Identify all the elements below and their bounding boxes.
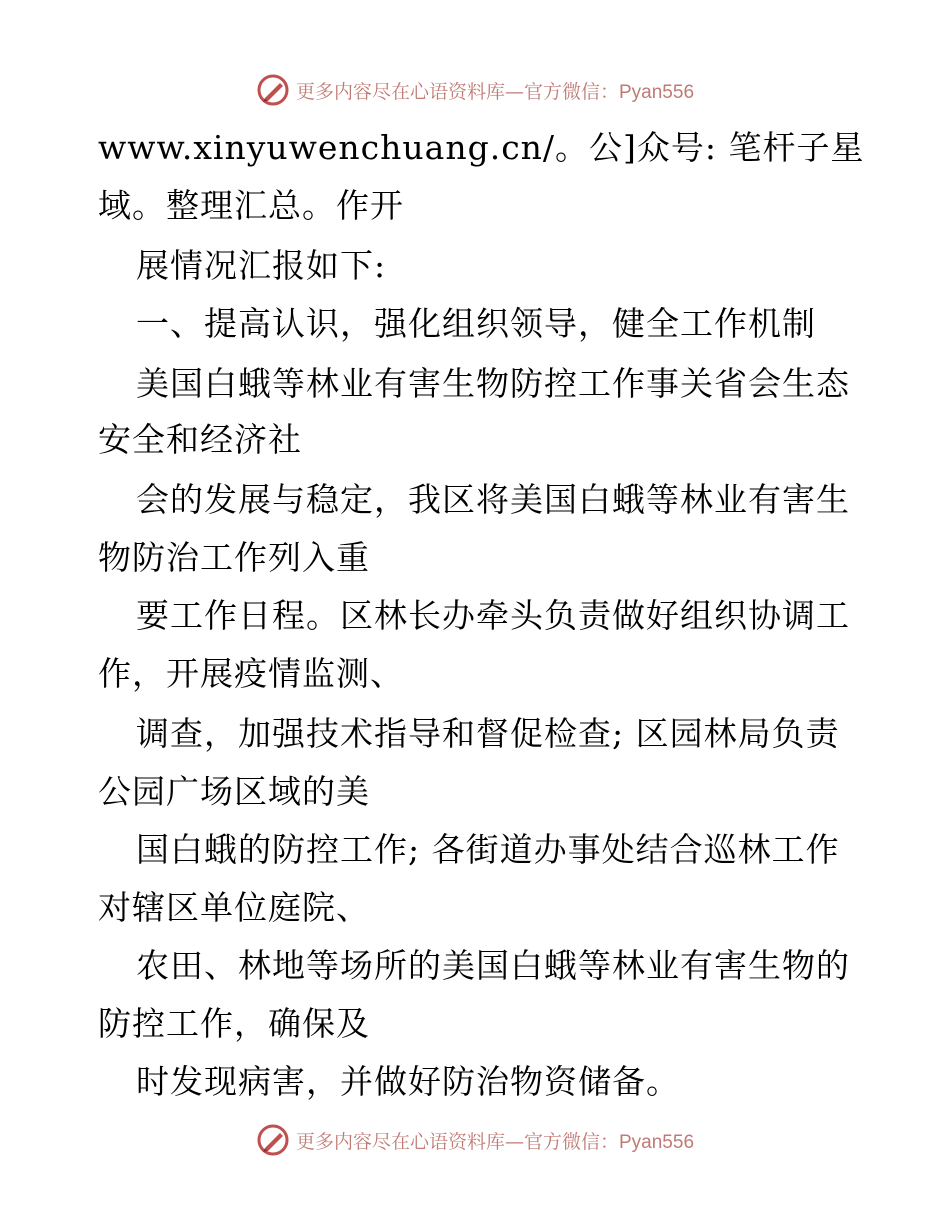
text-line: 国白蛾的防控工作; 各街道办事处结合巡林工作 <box>136 830 840 869</box>
text-line: 会的发展与稳定，我区将美国白蛾等林业有害生 <box>136 480 850 519</box>
text-line: 要工作日程。区林长办牵头负责做好组织协调工 <box>136 596 850 635</box>
watermark-wechat-id: Pyan556 <box>619 1131 695 1153</box>
text-line: 时发现病害，并做好防治物资储备。 <box>136 1062 680 1101</box>
header-watermark <box>0 70 950 110</box>
watermark-wechat-id: Pyan556 <box>619 81 695 103</box>
watermark-text: 更多内容尽在心语资料库—官方微信：Pyan556 <box>295 80 695 103</box>
text-line: 对辖区单位庭院、 <box>98 888 370 927</box>
text-line: 域。整理汇总。作开 <box>98 186 404 225</box>
text-line: 美国白蛾等林业有害生物防控工作事关省会生态 <box>136 364 850 403</box>
text-line: 防控工作，确保及 <box>98 1004 370 1043</box>
text-line: 展情况汇报如下: <box>136 246 387 285</box>
text-line: 农田、林地等场所的美国白蛾等林业有害生物的 <box>136 946 850 985</box>
footer-watermark <box>0 1120 950 1160</box>
text-line: www.xinyuwenchuang.cn/。公]众号: 笔杆子星 <box>98 128 865 167</box>
text-line: 作，开展疫情监测、 <box>98 654 404 693</box>
pen-logo-icon <box>256 1123 290 1157</box>
text-line: 安全和经济社 <box>98 420 302 459</box>
text-line: 物防治工作列入重 <box>98 538 370 577</box>
pen-logo-icon <box>256 73 290 107</box>
text-line: 公园广场区域的美 <box>98 772 370 811</box>
section-heading: 一、提高认识，强化组织领导，健全工作机制 <box>136 304 816 343</box>
watermark-text: 更多内容尽在心语资料库—官方微信：Pyan556 <box>295 1130 695 1153</box>
text-line: 调查，加强技术指导和督促检查; 区园林局负责 <box>136 714 840 753</box>
